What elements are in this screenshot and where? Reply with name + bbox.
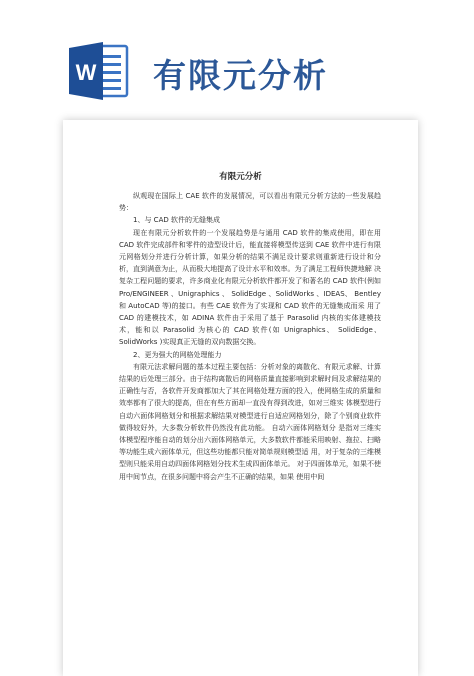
section-heading: 1、与 CAD 软件的无缝集成 [133,216,220,225]
paragraph: 现在有限元分析软件的一个发展趋势是与通用 CAD 软件的集成使用，即在用 CAD 软件完成部件和零件的造型设计后，能直接将模型传送到 CAE 软件中进行有限元网格划分并进行分析计算，如果分析的结果不满足设计要求则重新进行设计和分析，直到满意为止，从而极大地提高了设计水平和效率。为了满足工程师快捷地解 决复杂工程问题的要求，许多商业化有限元分析软件都开发了和著名的 CAD 软件(例如 Pro/ENGINEER 、Unigraphics 、 SolidEdge 、SolidWorks 、IDEAS、 Bentley 和 AutoCAD 等)的接口。有些 CAE 软件为了实现和 CAD 软件的无缝集成而采 用了 CAD 的建模技术，如 ADINA 软件由于采用了基于 Parasolid 内核的实体建模技术，能和以 Parasolid 为核心的 CAD 软件(如 Unigraphics、 SolidEdge、 SolidWorks )实现真正无缝的双向数据交换。 [119,228,381,347]
template-header [0,0,474,130]
section-heading: 2、更为强大的网格处理能力 [133,350,222,359]
word-logo-letter: W [75,60,97,85]
paragraph: 纵观现在国际上 CAE 软件的发展情况，可以看出有限元分析方法的一些发展趋势： [119,192,381,213]
document-body [119,190,381,483]
word-icon [67,40,129,102]
page-title: 有限元分析 [153,56,328,95]
paragraph: 有限元法求解问题的基本过程主要包括：分析对象的离散化、有限元求解、计算结果的后处理三部分。由于结构离散后的网格质量直接影响到求解时间及求解结果的 正确性与否，各软件开发商都加大了其在网格处理方面的投入，使网格生成的质量和效率都有了很大的提高，但在有些方面却一直没有得到改进，如对三维实 体模型进行自动六面体网格划分和根据求解结果对模型进行自适应网格划分，除了个别商业软件做得较好外，大多数分析软件仍然没有此功能。 自动六面体网格划分 是指对三维实体模型程序能自动的划分出六面体网格单元，大多数软件都能采用映射、拖拉、扫略等功能生成六面体单元，但这些功能都只能对简单规则模型适 用，对于复杂的三维模型则只能采用自动四面体网格划分技术生成四面体单元。 对于四面体单元，如果不使用中间节点，在很多问题中将会产生不正确的结果，如果 使用中间 [119,362,381,481]
document-title: 有限元分析 [219,172,262,182]
document-page [63,120,418,676]
